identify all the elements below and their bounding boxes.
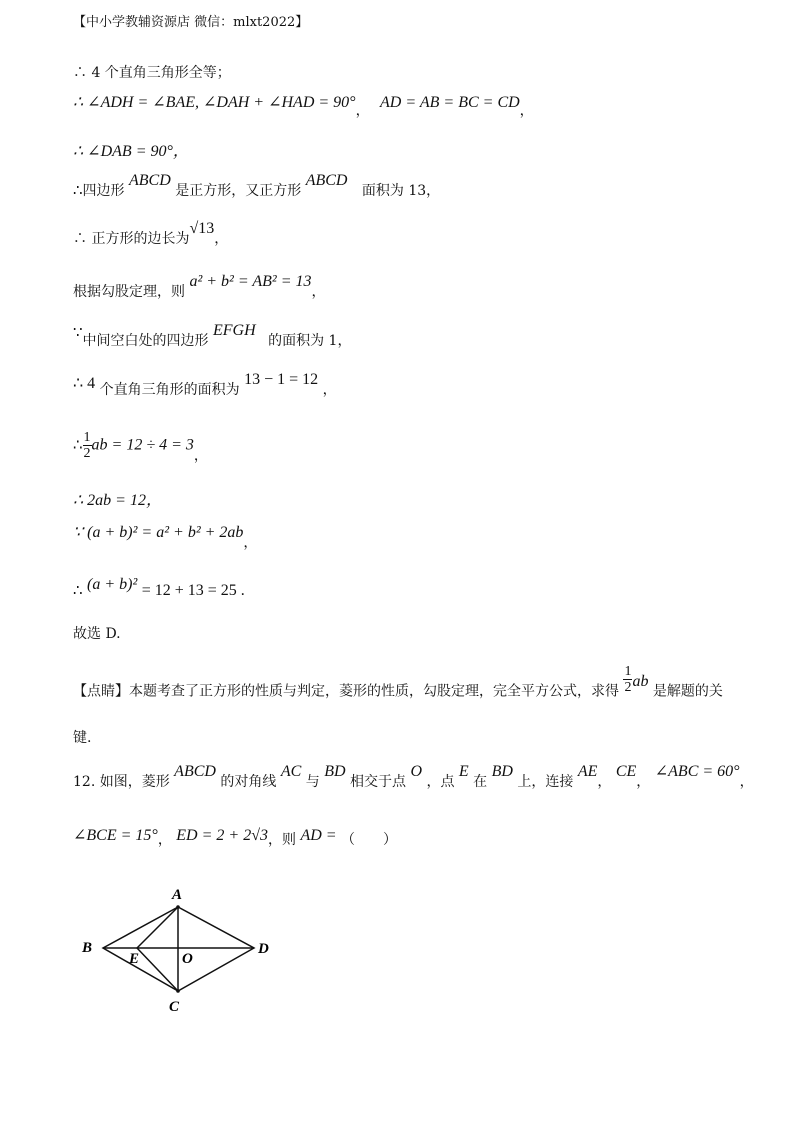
question-12-line-2: ∠BCE = 15°， ED = 2 + 2√3，则 AD = （ ） bbox=[73, 827, 398, 848]
solution-line-1: ∴ 4 个直角三角形全等； bbox=[73, 65, 231, 81]
rhombus-figure bbox=[75, 880, 290, 1020]
solution-line-6: 根据勾股定理，则 a² + b² = AB² = 13， bbox=[73, 273, 326, 300]
solution-line-11: ∵ (a + b)² = a² + b² + 2ab， bbox=[73, 524, 258, 551]
label-o: O bbox=[182, 951, 193, 967]
key-point-cont: 键. bbox=[73, 730, 92, 746]
segment-ce bbox=[137, 948, 178, 991]
math-equal-sides: AD = AB = BC = CD bbox=[380, 94, 520, 111]
solution-line-3: ∴ ∠DAB = 90°， bbox=[73, 143, 189, 160]
label-c: C bbox=[169, 999, 180, 1015]
solution-line-8: ∴ 4 个直角三角形的面积为 13 − 1 = 12 ， bbox=[73, 371, 337, 398]
label-a: A bbox=[172, 887, 183, 903]
solution-line-10: ∴ 2ab = 12， bbox=[73, 492, 162, 509]
solution-line-9: ∴ $\frac{1}{2}$ ab = 12 ÷ 4 = 3， bbox=[73, 430, 208, 464]
label-d: D bbox=[258, 941, 269, 957]
key-point: 【点睛】本题考查了正方形的性质与判定，菱形的性质，勾股定理，完全平方公式，求得 $\frac{1}{2}$ ab 是解题的关 bbox=[73, 664, 723, 700]
fraction-half-2: $\frac{1}{2}$ bbox=[624, 664, 632, 695]
solution-line-7: ∵中间空白处的四边形 EFGH 的面积为 1， bbox=[73, 322, 352, 349]
label-b: B bbox=[82, 940, 93, 956]
solution-line-4: ∴四边形 ABCD 是正方形，又正方形 ABCD 面积为 13， bbox=[73, 172, 441, 199]
solution-line-2: ∴ ∠ADH = ∠BAE, ∠DAH + ∠HAD = 90°， AD = AB = BC = CD， bbox=[73, 94, 534, 119]
math-angles: ∴ ∠ADH = ∠BAE, ∠DAH + ∠HAD = 90° bbox=[73, 94, 356, 111]
solution-line-12: ∴ (a + b)² = 12 + 13 = 25 . bbox=[73, 576, 245, 599]
sqrt-13: √13 bbox=[189, 220, 215, 237]
label-e: E bbox=[129, 951, 140, 967]
question-12-line-1: 12. 如图，菱形 ABCD 的对角线 AC 与 BD 相交于点 O ，点 E 在 BD 上，连接 AE， CE， ∠ABC = 60°， bbox=[73, 763, 754, 790]
solution-line-5: ∴ 正方形的边长为√13， bbox=[73, 220, 229, 247]
fraction-half: $\frac{1}{2}$ bbox=[83, 430, 91, 461]
solution-line-13: 故选 D. bbox=[73, 626, 121, 642]
segment-ae bbox=[137, 907, 178, 948]
page-header: 【中小学教辅资源店 微信：mlxt2022】 bbox=[73, 15, 309, 30]
